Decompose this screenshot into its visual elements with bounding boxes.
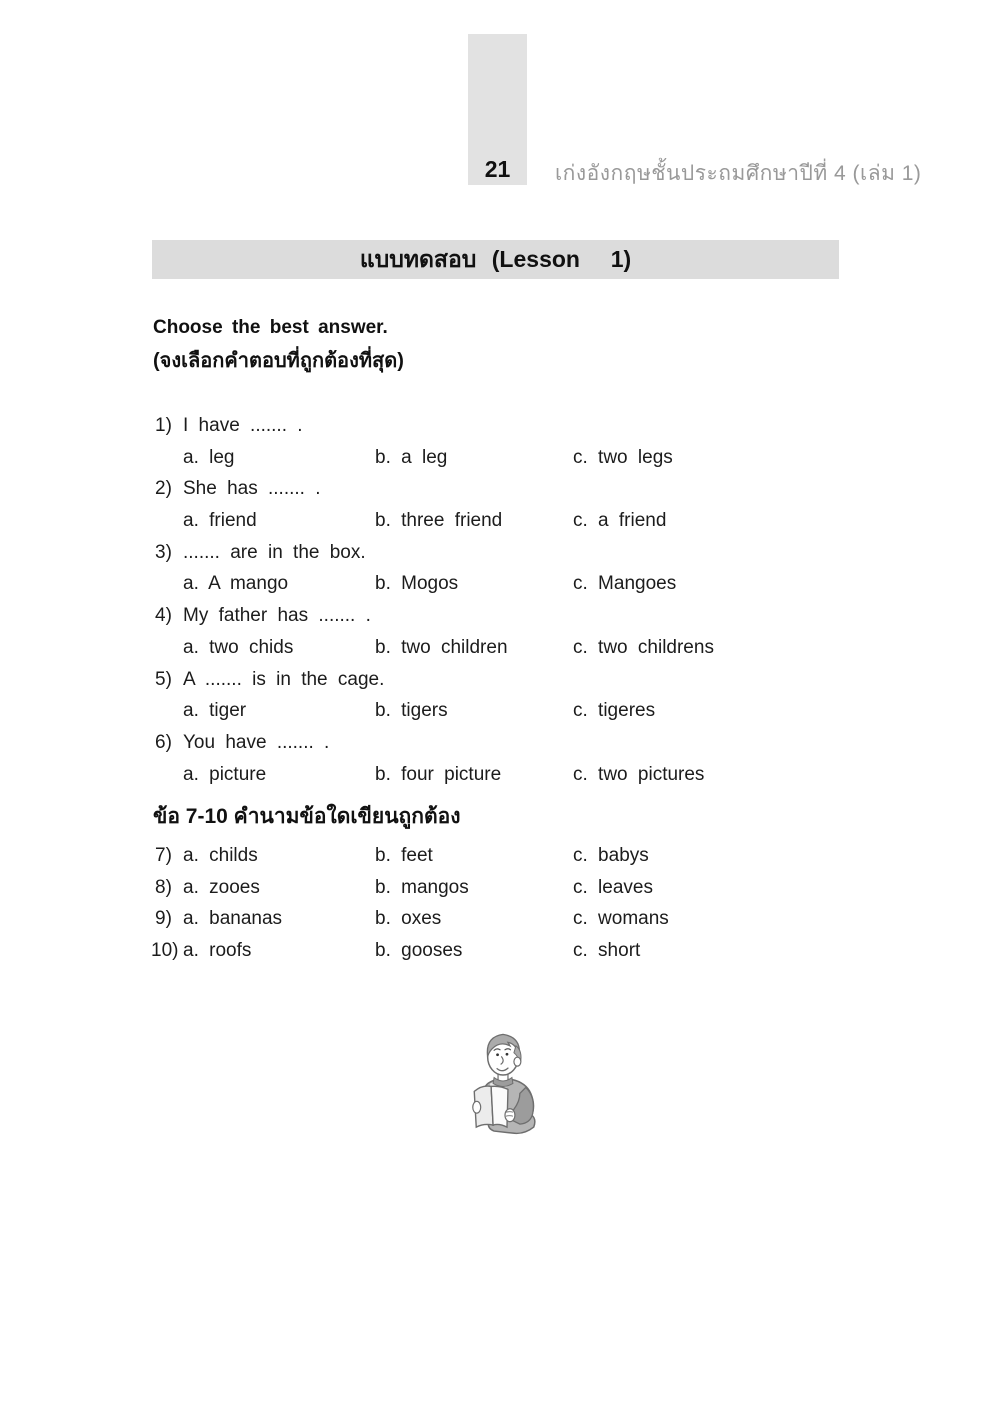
option-b: b. tigers — [375, 700, 448, 722]
boy-reading-book-illustration — [452, 1024, 556, 1138]
option-b: b. gooses — [375, 940, 463, 962]
question-10-options — [0, 935, 992, 967]
option-b: b. three friend — [375, 510, 503, 532]
option-b: b. feet — [375, 845, 433, 866]
questions-7-10 — [0, 840, 992, 967]
questions-1-6 — [0, 410, 992, 790]
option-b: b. Mogos — [375, 573, 459, 595]
test-banner — [152, 240, 839, 279]
banner-title: แบบทดสอบ (Lesson 1) — [359, 246, 632, 272]
question-number: 4) — [155, 605, 172, 627]
question-4-options — [0, 632, 992, 664]
option-c: c. Mangoes — [573, 573, 677, 595]
option-c: c. two legs — [573, 446, 673, 468]
question-2-line — [0, 473, 992, 505]
question-text: She has ....... . — [183, 478, 321, 500]
question-9-options — [0, 903, 992, 935]
question-text: I have ....... . — [183, 415, 303, 436]
section-7-10-heading: ข้อ 7-10 คำนามข้อใดเขียนถูกต้อง — [153, 805, 461, 828]
question-3-options — [0, 568, 992, 600]
question-number: 7) — [155, 845, 172, 866]
option-a: a. friend — [183, 510, 257, 532]
book-title: เก่งอังกฤษชั้นประถมศึกษาปีที่ 4 (เล่ม 1) — [555, 162, 922, 185]
option-a: a. A mango — [183, 573, 289, 595]
option-c: c. babys — [573, 845, 649, 866]
option-c: c. two pictures — [573, 763, 705, 785]
question-number: 8) — [155, 876, 172, 898]
option-b: b. oxes — [375, 908, 442, 930]
question-4-line — [0, 600, 992, 632]
question-number: 10) — [151, 940, 179, 962]
option-c: c. womans — [573, 908, 669, 930]
question-1-options — [0, 442, 992, 474]
instruction-thai: (จงเลือกคำตอบที่ถูกต้องที่สุด) — [153, 350, 404, 372]
question-number: 5) — [155, 668, 172, 690]
option-a: a. childs — [183, 845, 258, 866]
option-c: c. leaves — [573, 876, 653, 898]
option-a: a. roofs — [183, 940, 252, 962]
option-c: c. tigeres — [573, 700, 656, 722]
question-7-options — [0, 840, 992, 872]
option-c: c. a friend — [573, 510, 667, 532]
option-a: a. zooes — [183, 876, 260, 898]
question-1-line — [0, 410, 992, 442]
page-number: 21 — [484, 156, 511, 182]
option-b: b. four picture — [375, 763, 502, 785]
option-a: a. two chids — [183, 636, 294, 658]
option-b: b. mangos — [375, 876, 469, 898]
option-a: a. picture — [183, 763, 267, 785]
page-corner-tab — [468, 34, 527, 185]
question-3-line — [0, 537, 992, 569]
option-a: a. bananas — [183, 908, 283, 930]
question-5-options — [0, 695, 992, 727]
option-c: c. two childrens — [573, 636, 714, 658]
question-number: 1) — [155, 415, 172, 436]
option-a: a. leg — [183, 446, 235, 468]
option-b: b. a leg — [375, 446, 448, 468]
question-number: 6) — [155, 731, 172, 753]
option-b: b. two children — [375, 636, 508, 658]
question-number: 3) — [155, 541, 172, 563]
question-8-options — [0, 872, 992, 904]
question-6-options — [0, 759, 992, 791]
question-6-line — [0, 727, 992, 759]
question-5-line — [0, 664, 992, 696]
option-a: a. tiger — [183, 700, 247, 722]
question-number: 9) — [155, 908, 172, 930]
option-c: c. short — [573, 940, 641, 962]
question-number: 2) — [155, 478, 172, 500]
instruction-english: Choose the best answer. — [153, 317, 388, 338]
question-text: A ....... is in the cage. — [183, 668, 385, 690]
question-2-options — [0, 505, 992, 537]
question-text: ....... are in the box. — [183, 541, 366, 563]
question-text: You have ....... . — [183, 731, 330, 753]
question-text: My father has ....... . — [183, 605, 371, 627]
